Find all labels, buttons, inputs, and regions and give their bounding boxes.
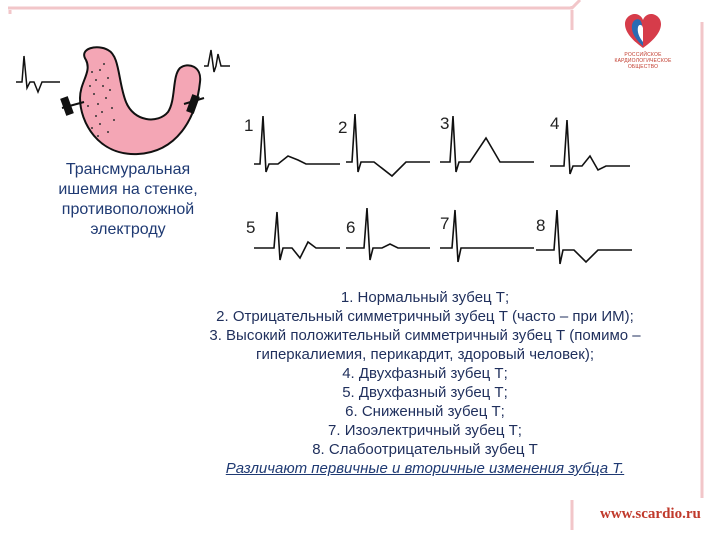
list-item: 7. Изоэлектричный зубец Т; bbox=[328, 422, 522, 439]
list-item: 8. Слабоотрицательный зубец Т bbox=[312, 441, 538, 458]
caption-line: противоположной bbox=[61, 201, 195, 218]
website-link[interactable]: www.scardio.ru bbox=[600, 506, 701, 522]
ecg-trace-5 bbox=[254, 208, 340, 270]
lead-number-5: 5 bbox=[246, 218, 256, 237]
lead-number-3: 3 bbox=[440, 114, 450, 133]
ischemia-caption bbox=[28, 160, 228, 240]
caption-line: Трансмуральная bbox=[65, 161, 191, 178]
lead-number-1: 1 bbox=[244, 116, 254, 135]
ecg-trace-6 bbox=[346, 206, 430, 268]
ecg-trace-2 bbox=[346, 110, 430, 180]
list-item: гиперкалиемия, перикардит, здоровый человек); bbox=[255, 346, 595, 363]
list-item: 6. Сниженный зубец Т; bbox=[345, 403, 505, 420]
caption-line: электроду bbox=[90, 221, 166, 238]
list-item: 4. Двухфазный зубец Т; bbox=[342, 365, 508, 382]
ventricle-diagram bbox=[8, 42, 230, 158]
ecg-trace-3 bbox=[440, 110, 534, 180]
lead-number-8: 8 bbox=[536, 216, 546, 235]
lead-number-6: 6 bbox=[346, 218, 356, 237]
ecg-trace-4 bbox=[550, 112, 630, 182]
heart-logo-icon bbox=[623, 12, 663, 52]
list-item: 3. Высокий положительный симметричный зубец Т (помимо – bbox=[209, 327, 641, 344]
lead-number-2: 2 bbox=[338, 118, 348, 137]
ecg-trace-8 bbox=[536, 206, 632, 272]
brand-logo bbox=[612, 12, 674, 82]
logo-text-line3: ОБЩЕСТВО bbox=[627, 64, 659, 70]
ecg-trace-1 bbox=[254, 110, 340, 180]
list-item: 2. Отрицательный симметричный зубец Т (часто – при ИМ); bbox=[216, 308, 634, 325]
ecg-trace-7 bbox=[440, 206, 534, 268]
caption-line: ишемия на стенке, bbox=[58, 181, 198, 198]
logo-text-line1: РОССИЙСКОЕ bbox=[624, 52, 662, 58]
t-wave-list bbox=[160, 288, 690, 478]
list-item: 1. Нормальный зубец Т; bbox=[340, 289, 510, 306]
lead-number-4: 4 bbox=[550, 114, 560, 133]
list-item: 5. Двухфазный зубец Т; bbox=[342, 384, 508, 401]
logo-text-line2: КАРДИОЛОГИЧЕСКОЕ bbox=[614, 58, 672, 64]
lead-number-7: 7 bbox=[440, 214, 450, 233]
summary-note: Различают первичные и вторичные изменения зубца Т. bbox=[225, 460, 625, 477]
